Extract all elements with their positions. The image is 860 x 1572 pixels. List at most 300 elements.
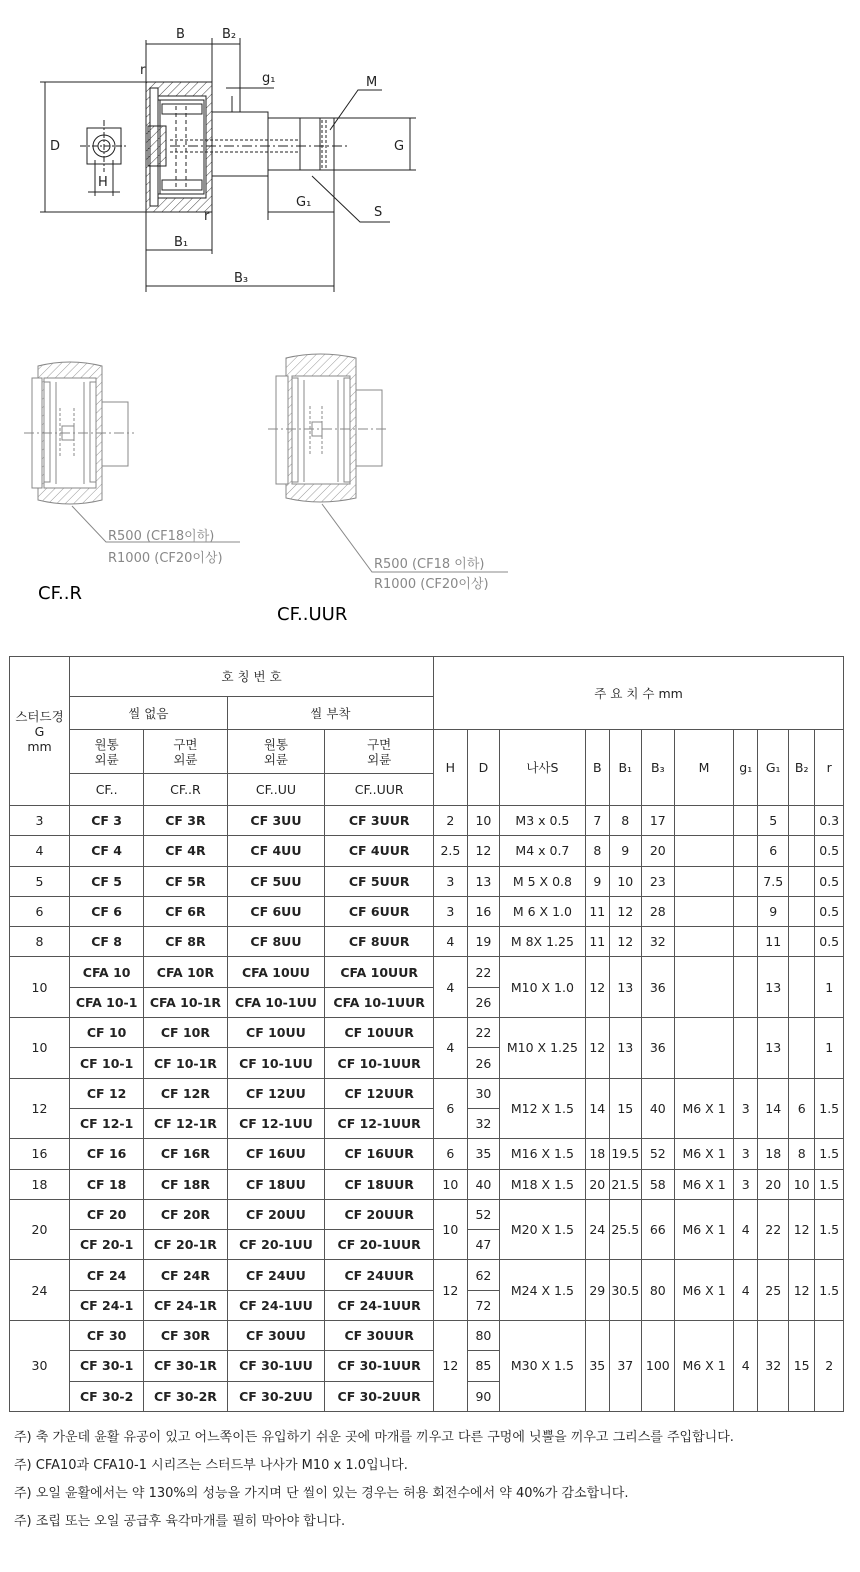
- cell-b: 24: [585, 1199, 609, 1260]
- header-cylindrical-outer-2: 원통 외륜: [227, 730, 325, 774]
- cell-d: 80: [467, 1321, 500, 1351]
- cell-d: 47: [467, 1230, 500, 1260]
- cell-part-number: CFA 10-1: [70, 987, 144, 1017]
- cell-part-number: CF 20: [70, 1199, 144, 1229]
- table-row: [10, 927, 844, 957]
- table-row: [10, 836, 844, 866]
- cell-b3: 80: [641, 1260, 675, 1321]
- cell-part-number: CF 30-2UU: [227, 1381, 325, 1411]
- cell-part-number: CF 12UUR: [325, 1078, 434, 1108]
- cell-g1: 7.5: [758, 866, 789, 896]
- table-row: [10, 806, 844, 836]
- cell-part-number: CF 8R: [144, 927, 227, 957]
- cell-part-number: CF 12-1: [70, 1108, 144, 1138]
- cell-part-number: CF 12R: [144, 1078, 227, 1108]
- cell-stud-diameter: 12: [10, 1078, 70, 1139]
- cell-h: 6: [434, 1078, 468, 1139]
- cell-part-number: CF 3UUR: [325, 806, 434, 836]
- dim-label-s: S: [374, 205, 383, 220]
- cell-s: M20 X 1.5: [500, 1199, 585, 1260]
- cell-d: 72: [467, 1290, 500, 1320]
- cell-h: 6: [434, 1139, 468, 1169]
- cell-stud-diameter: 18: [10, 1169, 70, 1199]
- cell-part-number: CF 24-1UUR: [325, 1290, 434, 1320]
- cell-r: 1: [815, 957, 844, 1018]
- cell-b2: 12: [788, 1199, 814, 1260]
- cell-g1: 13: [758, 957, 789, 1018]
- cell-m: [675, 927, 734, 957]
- cell-m: M6 X 1: [675, 1321, 734, 1412]
- table-row: [10, 1321, 844, 1351]
- cell-h: 3: [434, 896, 468, 926]
- table-row: [10, 866, 844, 896]
- header-dim-b1: B₁: [610, 730, 642, 806]
- cell-g1: 3: [734, 1169, 758, 1199]
- cell-b1: 10: [610, 866, 642, 896]
- cell-b3: 58: [641, 1169, 675, 1199]
- cell-b1: 12: [610, 896, 642, 926]
- cell-b1: 8: [610, 806, 642, 836]
- table-row: [10, 896, 844, 926]
- cell-b1: 21.5: [610, 1169, 642, 1199]
- table-row: [10, 1199, 844, 1229]
- cell-b2: [788, 836, 814, 866]
- cell-b1: 25.5: [610, 1199, 642, 1260]
- cell-part-number: CF 12-1R: [144, 1108, 227, 1138]
- header-dim-m: M: [675, 730, 734, 806]
- table-row: [10, 1139, 844, 1169]
- cell-part-number: CF 3R: [144, 806, 227, 836]
- cell-part-number: CF 8: [70, 927, 144, 957]
- cell-d: 52: [467, 1199, 500, 1229]
- cell-d: 35: [467, 1139, 500, 1169]
- cell-d: 30: [467, 1078, 500, 1108]
- cell-b: 7: [585, 806, 609, 836]
- cell-g1: [734, 836, 758, 866]
- dim-label-g1: g₁: [262, 71, 276, 86]
- header-dim-g1: G₁: [758, 730, 789, 806]
- cell-s: M16 X 1.5: [500, 1139, 585, 1169]
- cell-part-number: CF 16UUR: [325, 1139, 434, 1169]
- cell-d: 22: [467, 957, 500, 987]
- cell-g1: 4: [734, 1260, 758, 1321]
- cell-part-number: CF 6UUR: [325, 896, 434, 926]
- cell-part-number: CF 6R: [144, 896, 227, 926]
- cell-stud-diameter: 24: [10, 1260, 70, 1321]
- cell-part-number: CFA 10: [70, 957, 144, 987]
- cell-g1: 32: [758, 1321, 789, 1412]
- cell-s: M10 X 1.0: [500, 957, 585, 1018]
- header-dim-r: r: [815, 730, 844, 806]
- cell-b: 35: [585, 1321, 609, 1412]
- cf-r-variant-drawing: [24, 362, 240, 542]
- table-row: [10, 1018, 844, 1048]
- cell-stud-diameter: 3: [10, 806, 70, 836]
- cell-h: 4: [434, 927, 468, 957]
- cell-m: M6 X 1: [675, 1139, 734, 1169]
- cell-b: 20: [585, 1169, 609, 1199]
- cell-g1: [734, 866, 758, 896]
- header-stud-diameter: 스터드경 G mm: [10, 657, 70, 806]
- cell-part-number: CF 10UU: [227, 1018, 325, 1048]
- cell-m: M6 X 1: [675, 1169, 734, 1199]
- cell-part-number: CF 16UU: [227, 1139, 325, 1169]
- cell-b: 18: [585, 1139, 609, 1169]
- cell-part-number: CF 30: [70, 1321, 144, 1351]
- cell-stud-diameter: 5: [10, 866, 70, 896]
- cell-part-number: CF 20R: [144, 1199, 227, 1229]
- dim-label-b3: B₃: [234, 271, 249, 286]
- cell-part-number: CF 30-2: [70, 1381, 144, 1411]
- cell-r: 0.3: [815, 806, 844, 836]
- dim-label-d: D: [50, 139, 61, 154]
- cell-part-number: CF 24UU: [227, 1260, 325, 1290]
- cell-b3: 36: [641, 1018, 675, 1079]
- cell-r: 1.5: [815, 1139, 844, 1169]
- cell-part-number: CF 4UU: [227, 836, 325, 866]
- cell-part-number: CF 20-1UUR: [325, 1230, 434, 1260]
- cell-b: 9: [585, 866, 609, 896]
- cell-d: 10: [467, 806, 500, 836]
- cell-b2: [788, 957, 814, 1018]
- cell-part-number: CF 18: [70, 1169, 144, 1199]
- cell-h: 4: [434, 1018, 468, 1079]
- cell-d: 13: [467, 866, 500, 896]
- cell-r: 1.5: [815, 1169, 844, 1199]
- cell-stud-diameter: 6: [10, 896, 70, 926]
- cell-part-number: CF 24: [70, 1260, 144, 1290]
- cell-h: 10: [434, 1169, 468, 1199]
- cell-part-number: CF 10-1UUR: [325, 1048, 434, 1078]
- cell-stud-diameter: 30: [10, 1321, 70, 1412]
- header-code-cfuu: CF..UU: [227, 774, 325, 806]
- cell-b: 29: [585, 1260, 609, 1321]
- cell-b1: 19.5: [610, 1139, 642, 1169]
- cell-b3: 23: [641, 866, 675, 896]
- cf-r-radius-large: R1000 (CF20이상): [108, 551, 223, 566]
- cell-part-number: CF 10: [70, 1018, 144, 1048]
- cell-part-number: CF 4: [70, 836, 144, 866]
- cell-g1: 14: [758, 1078, 789, 1139]
- header-no-seal: 씰 없음: [70, 697, 228, 730]
- table-row: [10, 1078, 844, 1108]
- cell-g1: [734, 927, 758, 957]
- cell-part-number: CF 16R: [144, 1139, 227, 1169]
- cell-r: 0.5: [815, 866, 844, 896]
- cell-d: 16: [467, 896, 500, 926]
- cell-b2: [788, 1018, 814, 1079]
- cell-b3: 20: [641, 836, 675, 866]
- cf-r-radius-small: R500 (CF18이하): [108, 529, 215, 544]
- cell-part-number: CF 12-1UU: [227, 1108, 325, 1138]
- cell-g1: 25: [758, 1260, 789, 1321]
- note-item: 주) 축 가운데 윤활 유공이 있고 어느쪽이든 유입하기 쉬운 곳에 마개를 끼우고 다른 구멍에 닛뿔을 끼우고 그리스를 주입합니다.: [14, 1430, 734, 1445]
- cell-b3: 100: [641, 1321, 675, 1412]
- cell-part-number: CF 20UUR: [325, 1199, 434, 1229]
- header-with-seal: 씰 부착: [227, 697, 433, 730]
- main-cam-follower-drawing: [40, 38, 416, 292]
- cell-g1: [734, 957, 758, 1018]
- note-item: 주) CFA10과 CFA10-1 시리즈는 스터드부 나사가 M10 x 1.0입니다.: [14, 1458, 408, 1473]
- cell-g1: 20: [758, 1169, 789, 1199]
- cell-d: 32: [467, 1108, 500, 1138]
- cell-part-number: CF 6UU: [227, 896, 325, 926]
- header-dim-h: H: [434, 730, 468, 806]
- cell-s: M12 X 1.5: [500, 1078, 585, 1139]
- cell-part-number: CF 8UUR: [325, 927, 434, 957]
- cell-b: 14: [585, 1078, 609, 1139]
- cell-part-number: CF 30-1: [70, 1351, 144, 1381]
- cell-m: M6 X 1: [675, 1260, 734, 1321]
- cell-part-number: CFA 10-1UUR: [325, 987, 434, 1017]
- cf-uur-radius-large: R1000 (CF20이상): [374, 577, 489, 592]
- cell-g1: 4: [734, 1199, 758, 1260]
- header-main-dimensions: 주 요 치 수 mm: [434, 657, 844, 730]
- dim-label-g: G: [394, 139, 405, 154]
- cell-h: 4: [434, 957, 468, 1018]
- cell-b1: 30.5: [610, 1260, 642, 1321]
- cell-m: [675, 1018, 734, 1079]
- cell-s: M24 X 1.5: [500, 1260, 585, 1321]
- cell-part-number: CF 12UU: [227, 1078, 325, 1108]
- cell-b1: 15: [610, 1078, 642, 1139]
- cell-g1: [734, 1018, 758, 1079]
- cell-r: 0.5: [815, 927, 844, 957]
- cf-uur-radius-small: R500 (CF18 이하): [374, 557, 485, 572]
- cell-s: M10 X 1.25: [500, 1018, 585, 1079]
- cell-part-number: CF 10-1R: [144, 1048, 227, 1078]
- cell-r: 1: [815, 1018, 844, 1079]
- cf-uur-variant-drawing: [268, 354, 508, 572]
- cell-r: 2: [815, 1321, 844, 1412]
- cell-g1: [734, 896, 758, 926]
- cell-part-number: CF 5UUR: [325, 866, 434, 896]
- cell-part-number: CF 30-1UU: [227, 1351, 325, 1381]
- cell-r: 1.5: [815, 1199, 844, 1260]
- cell-part-number: CF 20-1UU: [227, 1230, 325, 1260]
- cell-g1: 6: [758, 836, 789, 866]
- cell-part-number: CFA 10UU: [227, 957, 325, 987]
- header-code-cf: CF..: [70, 774, 144, 806]
- cell-stud-diameter: 10: [10, 957, 70, 1018]
- table-row: [10, 957, 844, 987]
- cell-b: 11: [585, 927, 609, 957]
- header-dim-thread-s: 나사S: [500, 730, 585, 806]
- cell-d: 26: [467, 987, 500, 1017]
- cell-g1: [734, 806, 758, 836]
- cell-b1: 13: [610, 957, 642, 1018]
- cell-g1: 4: [734, 1321, 758, 1412]
- cell-b2: 8: [788, 1139, 814, 1169]
- cell-h: 2.5: [434, 836, 468, 866]
- table-row: [10, 1260, 844, 1290]
- cell-b2: 15: [788, 1321, 814, 1412]
- cell-s: M 8X 1.25: [500, 927, 585, 957]
- cell-b1: 13: [610, 1018, 642, 1079]
- cell-part-number: CF 5UU: [227, 866, 325, 896]
- cell-h: 3: [434, 866, 468, 896]
- cell-r: 0.5: [815, 836, 844, 866]
- cell-m: [675, 896, 734, 926]
- cell-m: [675, 866, 734, 896]
- cell-b3: 52: [641, 1139, 675, 1169]
- note-item: 주) 오일 윤활에서는 약 130%의 성능을 가지며 단 씰이 있는 경우는 허용 회전수에서 약 40%가 감소합니다.: [14, 1486, 629, 1501]
- cell-b: 12: [585, 957, 609, 1018]
- cell-part-number: CF 4R: [144, 836, 227, 866]
- spec-table: [9, 656, 844, 1412]
- cell-b2: [788, 866, 814, 896]
- cell-s: M 5 X 0.8: [500, 866, 585, 896]
- cell-m: M6 X 1: [675, 1078, 734, 1139]
- cell-part-number: CF 3: [70, 806, 144, 836]
- cell-stud-diameter: 8: [10, 927, 70, 957]
- cell-stud-diameter: 10: [10, 1018, 70, 1079]
- dim-label-b2: B₂: [222, 27, 237, 42]
- cell-stud-diameter: 4: [10, 836, 70, 866]
- cell-part-number: CF 24-1UU: [227, 1290, 325, 1320]
- cell-b3: 66: [641, 1199, 675, 1260]
- cell-part-number: CF 18UU: [227, 1169, 325, 1199]
- cell-part-number: CF 30-1R: [144, 1351, 227, 1381]
- cell-b2: 6: [788, 1078, 814, 1139]
- cell-part-number: CF 10-1UU: [227, 1048, 325, 1078]
- dim-label-m: M: [366, 75, 378, 90]
- cell-g1: 11: [758, 927, 789, 957]
- cell-part-number: CF 24-1: [70, 1290, 144, 1320]
- cell-part-number: CF 4UUR: [325, 836, 434, 866]
- cell-b: 8: [585, 836, 609, 866]
- cell-b3: 32: [641, 927, 675, 957]
- dim-label-r-top: r: [140, 63, 146, 78]
- cell-part-number: CF 24R: [144, 1260, 227, 1290]
- cell-part-number: CFA 10-1R: [144, 987, 227, 1017]
- dim-label-g1-upper: G₁: [296, 195, 312, 210]
- cell-d: 26: [467, 1048, 500, 1078]
- cell-h: 10: [434, 1199, 468, 1260]
- dim-label-b: B: [176, 27, 185, 42]
- cell-part-number: CF 10R: [144, 1018, 227, 1048]
- cell-r: 1.5: [815, 1260, 844, 1321]
- cell-b2: [788, 806, 814, 836]
- technical-drawings: [0, 0, 860, 650]
- cell-part-number: CF 5R: [144, 866, 227, 896]
- cell-part-number: CFA 10R: [144, 957, 227, 987]
- dim-label-r-bottom: r: [204, 209, 210, 224]
- cell-m: M6 X 1: [675, 1199, 734, 1260]
- cell-s: M 6 X 1.0: [500, 896, 585, 926]
- cell-part-number: CF 18UUR: [325, 1169, 434, 1199]
- cell-part-number: CF 12: [70, 1078, 144, 1108]
- cell-s: M4 x 0.7: [500, 836, 585, 866]
- cell-g1: 3: [734, 1139, 758, 1169]
- cell-b2: 10: [788, 1169, 814, 1199]
- cell-b1: 37: [610, 1321, 642, 1412]
- cell-m: [675, 957, 734, 1018]
- header-part-number: 호 칭 번 호: [70, 657, 434, 697]
- cell-part-number: CF 8UU: [227, 927, 325, 957]
- cell-d: 19: [467, 927, 500, 957]
- cell-part-number: CF 3UU: [227, 806, 325, 836]
- cell-g1: 22: [758, 1199, 789, 1260]
- dim-label-b1: B₁: [174, 235, 189, 250]
- header-code-cfuur: CF..UUR: [325, 774, 434, 806]
- cell-part-number: CF 16: [70, 1139, 144, 1169]
- cell-s: M3 x 0.5: [500, 806, 585, 836]
- cell-part-number: CF 30-1UUR: [325, 1351, 434, 1381]
- cell-s: M30 X 1.5: [500, 1321, 585, 1412]
- cell-b2: 12: [788, 1260, 814, 1321]
- dim-label-h: H: [98, 175, 108, 190]
- cell-part-number: CF 20-1: [70, 1230, 144, 1260]
- cell-stud-diameter: 16: [10, 1139, 70, 1169]
- cell-part-number: CF 24-1R: [144, 1290, 227, 1320]
- header-dim-b3: B₃: [641, 730, 675, 806]
- cell-d: 62: [467, 1260, 500, 1290]
- cell-part-number: CF 10UUR: [325, 1018, 434, 1048]
- cell-g1: 13: [758, 1018, 789, 1079]
- cf-uur-caption: CF..UUR: [277, 604, 348, 625]
- cell-part-number: CF 24UUR: [325, 1260, 434, 1290]
- cell-b2: [788, 896, 814, 926]
- cell-s: M18 X 1.5: [500, 1169, 585, 1199]
- cell-b3: 17: [641, 806, 675, 836]
- cell-h: 2: [434, 806, 468, 836]
- cell-b3: 36: [641, 957, 675, 1018]
- cell-d: 90: [467, 1381, 500, 1411]
- cell-part-number: CF 5: [70, 866, 144, 896]
- cell-r: 1.5: [815, 1078, 844, 1139]
- cell-b: 11: [585, 896, 609, 926]
- cell-b1: 12: [610, 927, 642, 957]
- cell-g1: 3: [734, 1078, 758, 1139]
- cf-r-caption: CF..R: [38, 583, 82, 604]
- header-cylindrical-outer-1: 원통 외륜: [70, 730, 144, 774]
- cell-m: [675, 836, 734, 866]
- cell-part-number: CF 18R: [144, 1169, 227, 1199]
- cell-d: 85: [467, 1351, 500, 1381]
- cell-b2: [788, 927, 814, 957]
- cell-part-number: CFA 10-1UU: [227, 987, 325, 1017]
- header-dim-g1-small: g₁: [734, 730, 758, 806]
- cell-b3: 40: [641, 1078, 675, 1139]
- cell-part-number: CF 6: [70, 896, 144, 926]
- cell-part-number: CF 30-2UUR: [325, 1381, 434, 1411]
- notes-list: [14, 1428, 734, 1540]
- cell-part-number: CF 20-1R: [144, 1230, 227, 1260]
- note-item: 주) 조립 또는 오일 공급후 육각마개를 필히 막아야 합니다.: [14, 1514, 346, 1529]
- cell-part-number: CF 30R: [144, 1321, 227, 1351]
- cell-h: 12: [434, 1321, 468, 1412]
- header-dim-b: B: [585, 730, 609, 806]
- cell-r: 0.5: [815, 896, 844, 926]
- cell-h: 12: [434, 1260, 468, 1321]
- cell-part-number: CF 12-1UUR: [325, 1108, 434, 1138]
- cell-stud-diameter: 20: [10, 1199, 70, 1260]
- table-row: [10, 1169, 844, 1199]
- cell-part-number: CFA 10UUR: [325, 957, 434, 987]
- header-spherical-outer-2: 구면 외륜: [325, 730, 434, 774]
- cell-part-number: CF 20UU: [227, 1199, 325, 1229]
- cell-part-number: CF 30-2R: [144, 1381, 227, 1411]
- cell-d: 40: [467, 1169, 500, 1199]
- cell-m: [675, 806, 734, 836]
- cell-b1: 9: [610, 836, 642, 866]
- cell-g1: 9: [758, 896, 789, 926]
- cell-b3: 28: [641, 896, 675, 926]
- header-dim-b2: B₂: [788, 730, 814, 806]
- cell-part-number: CF 30UU: [227, 1321, 325, 1351]
- cell-d: 12: [467, 836, 500, 866]
